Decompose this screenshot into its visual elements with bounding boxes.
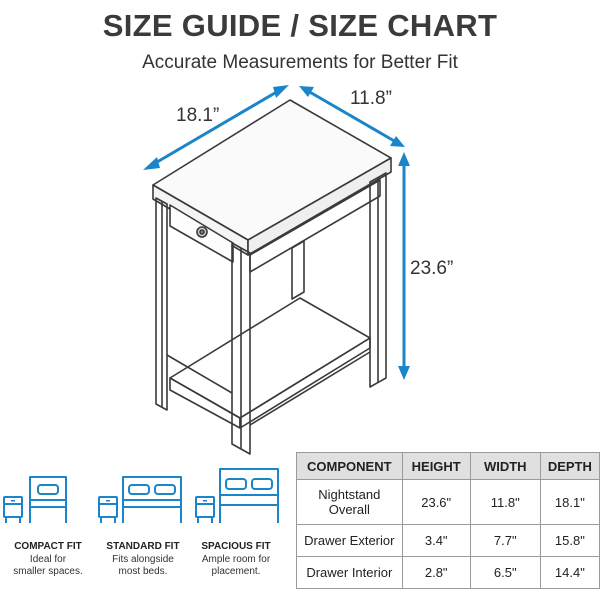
- column-header: DEPTH: [540, 453, 599, 480]
- fit-description: Ample room for placement.: [201, 554, 271, 577]
- spacious-fit-icon: [190, 455, 282, 539]
- fit-spacious: [190, 455, 282, 577]
- depth-cell: 15.8": [540, 525, 599, 557]
- size-chart-table: [296, 452, 600, 589]
- component-cell: Nightstand Overall: [297, 480, 403, 525]
- column-header: WIDTH: [470, 453, 540, 480]
- height-cell: 2.8": [402, 557, 470, 589]
- table-row: [297, 525, 600, 557]
- arrow-height-icon: [398, 152, 410, 380]
- fit-title: STANDARD FIT: [106, 541, 180, 552]
- component-cell: Drawer Exterior: [297, 525, 403, 557]
- page-title: SIZE GUIDE / SIZE CHART: [102, 8, 498, 43]
- fit-description: Ideal for smaller spaces.: [13, 554, 83, 577]
- table-header-row: [297, 453, 600, 480]
- width-cell: 7.7": [470, 525, 540, 557]
- depth-dimension-label: 11.8”: [350, 88, 392, 109]
- depth-cell: 18.1": [540, 480, 599, 525]
- fit-description: Fits alongside most beds.: [112, 554, 174, 577]
- fit-guide: [0, 455, 290, 600]
- fit-compact: [2, 455, 94, 577]
- table-row: [297, 480, 600, 525]
- height-cell: 23.6": [402, 480, 470, 525]
- width-cell: 6.5": [470, 557, 540, 589]
- width-cell: 11.8": [470, 480, 540, 525]
- depth-cell: 14.4": [540, 557, 599, 589]
- fit-standard: [97, 455, 189, 577]
- standard-fit-icon: [97, 455, 189, 539]
- table-row: [297, 557, 600, 589]
- compact-fit-icon: [2, 455, 94, 539]
- component-cell: Drawer Interior: [297, 557, 403, 589]
- page-subtitle: Accurate Measurements for Better Fit: [142, 52, 458, 73]
- height-dimension-label: 23.6”: [410, 258, 454, 279]
- fit-title: COMPACT FIT: [14, 541, 82, 552]
- height-cell: 3.4": [402, 525, 470, 557]
- fit-title: SPACIOUS FIT: [201, 541, 271, 552]
- column-header: HEIGHT: [402, 453, 470, 480]
- width-dimension-label: 18.1”: [176, 105, 220, 126]
- column-header: COMPONENT: [297, 453, 403, 480]
